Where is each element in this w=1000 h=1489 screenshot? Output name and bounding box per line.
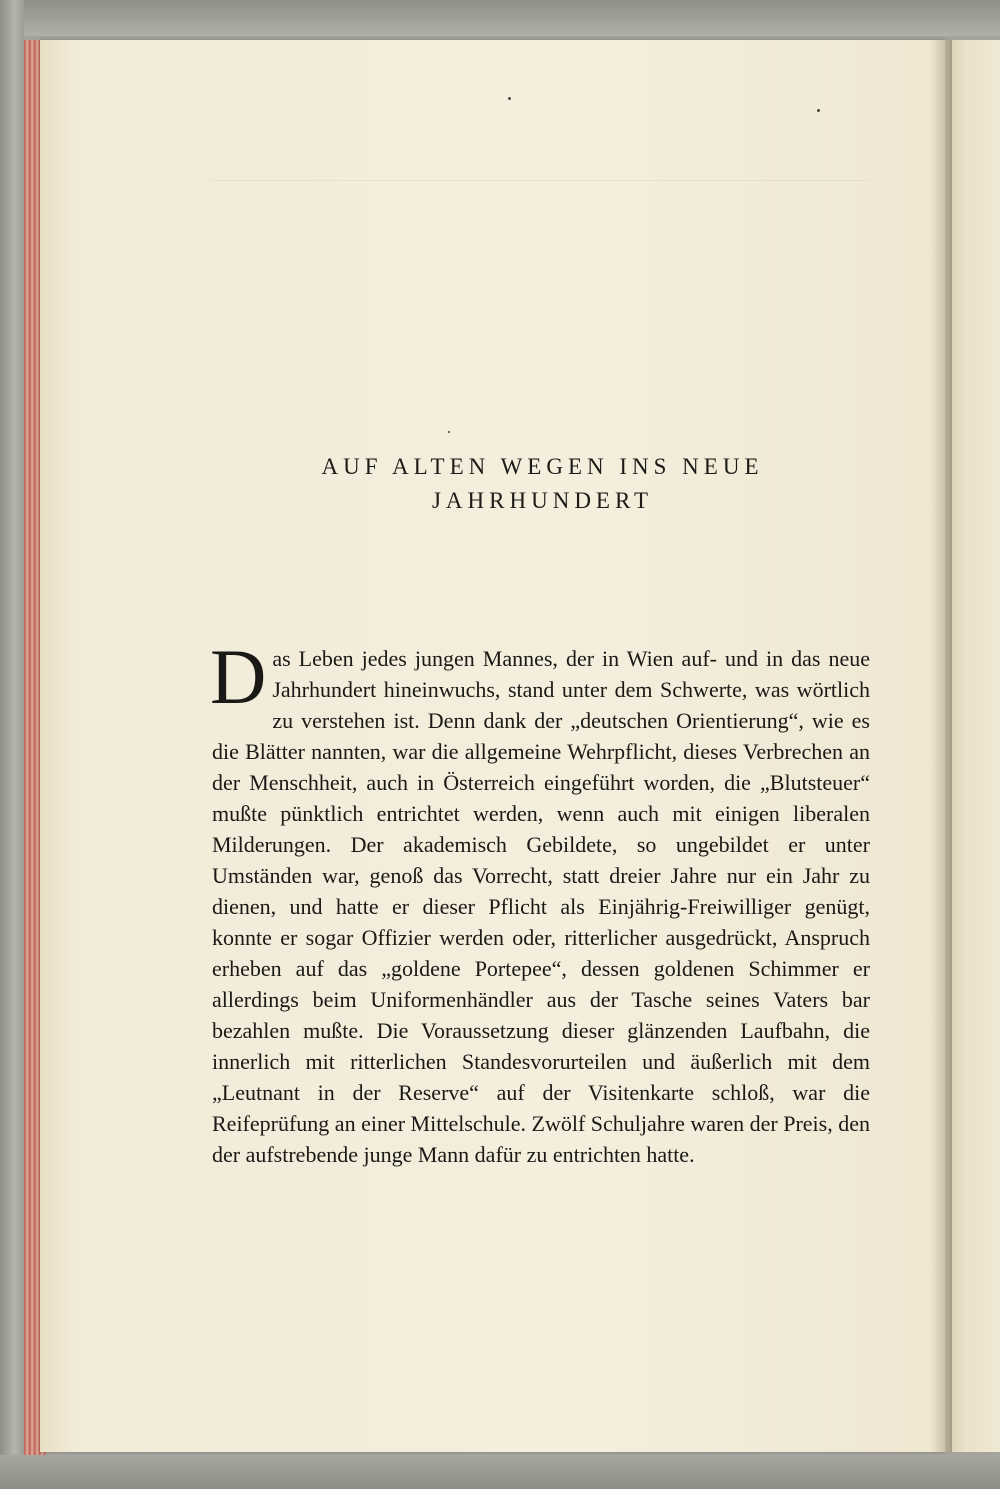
chapter-title-line-1: AUF ALTEN WEGEN INS NEUE bbox=[321, 454, 764, 479]
chapter-paragraph bbox=[210, 633, 870, 1170]
binding-cloth-left bbox=[0, 0, 24, 1489]
bleed-through-texture bbox=[210, 180, 870, 491]
chapter-title-line-2: JAHRHUNDERT bbox=[431, 488, 653, 513]
gutter-shadow bbox=[930, 40, 952, 1452]
chapter-title bbox=[210, 450, 875, 518]
paper-speck bbox=[508, 97, 511, 100]
binding-cloth-top bbox=[0, 0, 1000, 36]
paragraph-text: as Leben jedes jungen Mannes, der in Wien auf- und in das neue Jahrhundert hineinwuchs, stand unter dem Schwerte, was wörtlich zu verstehen ist. Denn dank der „deutschen Orientierung“, wie es die Blätter nannten, war die allgemeine Wehrpflicht, dieses Verbrechen an der Menschheit, auch in Österreich eingeführt worden, die „Blutsteuer“ mußte pünktlich entrichtet werden, wenn auch mit einigen liberalen Milderungen. Der akademisch Gebildete, so ungebildet er unter Umständen war, genoß das Vorrecht, statt dreier Jahre nur ein Jahr zu dienen, und hatte er dieser Pflicht als Einjährig-Freiwilliger genügt, konnte er sogar Offizier werden oder, ritterlicher ausgedrückt, Anspruch erheben auf das „goldene Portepee“, dessen goldenen Schimmer er allerdings beim Uniformenhändler aus der Tasche seines Vaters bar bezahlen mußte. Die Voraussetzung dieser glänzenden Laufbahn, die innerlich mit ritterlichen Standesvorurteilen und äußerlich mit dem „Leutnant in der Reserve“ auf der Visitenkarte schloß, war die Reifeprüfung an einer Mittelschule. Zwölf Schuljahre waren der Preis, den der aufstrebende junge Mann dafür zu entrichten hatte. bbox=[212, 646, 870, 1167]
binding-cloth-bottom bbox=[0, 1455, 1000, 1489]
drop-cap: D bbox=[210, 633, 267, 720]
facing-page-edge bbox=[945, 40, 1000, 1452]
paper-speck bbox=[817, 109, 820, 112]
paper-speck bbox=[448, 431, 450, 433]
